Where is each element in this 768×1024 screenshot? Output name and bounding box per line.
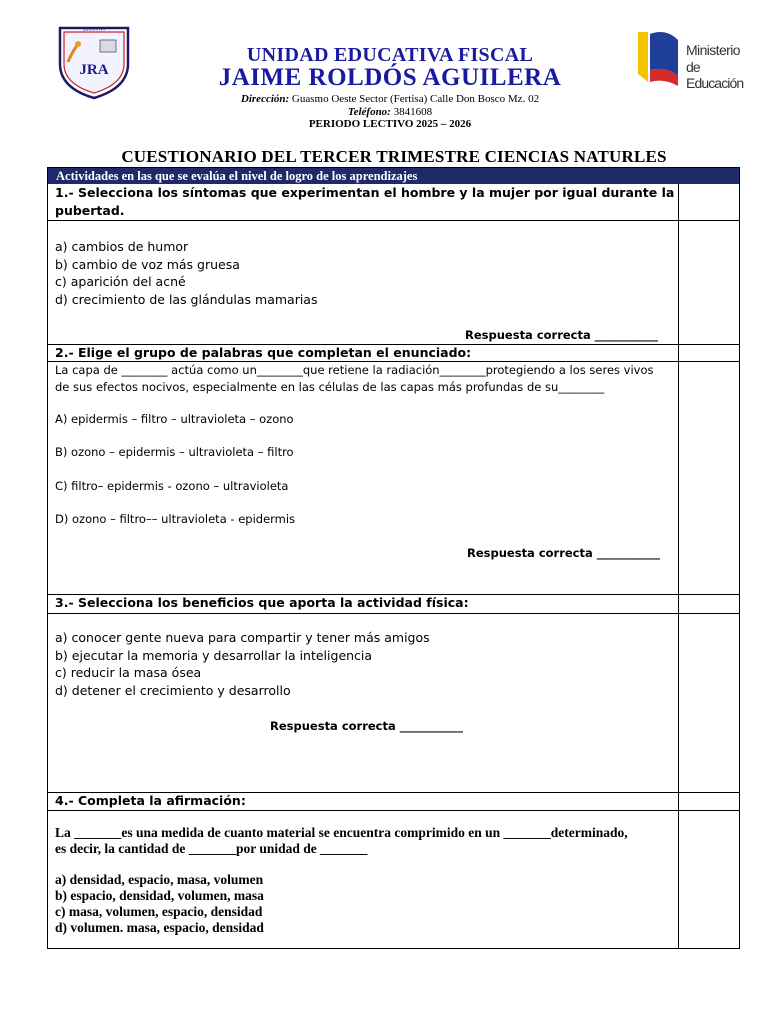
q2-option-d: D) ozono – filtro–– ultravioleta - epidermis <box>55 512 296 526</box>
q3-option-d: d) detener el crecimiento y desarrollo <box>55 682 291 698</box>
table-header-band: Actividades en las que se evalúa el nivel de logro de los aprendizajes <box>48 168 739 184</box>
q2-option-c: C) filtro– epidermis - ozono – ultravioleta <box>55 479 289 493</box>
q1-answer-line: Respuesta correcta ___________ <box>465 328 659 342</box>
school-name: JAIME ROLDÓS AGUILERA <box>218 64 562 91</box>
q3-option-b: b) ejecutar la memoria y desarrollar la inteligencia <box>55 647 373 663</box>
school-phone <box>170 106 610 118</box>
q4-option-d: d) volumen. masa, espacio, densidad <box>55 920 264 935</box>
ministry-label-1: Ministerio <box>686 42 740 58</box>
q1-options <box>55 238 670 308</box>
q2-statement <box>55 362 670 395</box>
school-period: PERIODO LECTIVO 2025 – 2026 <box>308 118 472 130</box>
address-label: Dirección: <box>240 93 290 105</box>
ministry-label-2: de Educación <box>686 59 744 91</box>
questionnaire-table <box>47 167 740 949</box>
q4-statement-line2: es decir, la cantidad de _______por unidad de _______ <box>55 841 368 856</box>
q2-answer-line: Respuesta correcta ___________ <box>467 546 661 560</box>
q4-option-c: c) masa, volumen, espacio, densidad <box>55 904 263 919</box>
q3-option-c: c) reducir la masa ósea <box>55 665 202 680</box>
logo-monogram: JRA <box>79 62 109 78</box>
q3-option-a: a) conocer gente nueva para compartir y tener más amigos <box>55 630 430 645</box>
answer-column-divider <box>678 184 679 948</box>
q2-statement-line1: La capa de ________ actúa como un________que retiene la radiación________protegiendo a los seres vivos <box>55 363 654 377</box>
q4-option-a: a) densidad, espacio, masa, volumen <box>55 872 264 887</box>
q1-question-line2: pubertad. <box>55 203 125 218</box>
q4-statement-line1: La _______es una medida de cuanto material se encuentra comprimido en un _______determinado, <box>55 825 628 840</box>
q4-question: 4.- Completa la afirmación: <box>55 793 246 808</box>
q2-option-a: A) epidermis – filtro – ultravioleta – ozono <box>55 412 294 426</box>
q3-options <box>55 629 670 699</box>
q2-statement-line2: de sus efectos nocivos, especialmente en las células de las capas más profundas de su________ <box>55 379 605 394</box>
q1-option-c: c) aparición del acné <box>55 274 186 289</box>
phone-label: Teléfono: <box>347 106 391 118</box>
q1-question <box>55 184 675 220</box>
phone-value: 3841608 <box>393 106 433 118</box>
ministry-emblem-icon <box>636 30 684 90</box>
q1-question-line1: 1.- Selecciona los síntomas que experimentan el hombre y la mujer por igual durante la <box>55 185 675 200</box>
q2-question: 2.- Elige el grupo de palabras que completan el enunciado: <box>55 345 472 360</box>
q3-answer-line: Respuesta correcta ___________ <box>270 719 464 733</box>
row-divider <box>48 220 739 221</box>
school-address <box>170 93 610 105</box>
q1-option-d: d) crecimiento de las glándulas mamarias <box>55 291 318 307</box>
address-value: Guasmo Oeste Sector (Fertisa) Calle Don Bosco Mz. 02 <box>291 93 540 105</box>
page-title: CUESTIONARIO DEL TERCER TRIMESTRE CIENCIAS NATURLES <box>121 147 667 166</box>
ministry-logo <box>636 30 756 94</box>
row-divider <box>48 810 739 811</box>
q4-options <box>55 872 670 936</box>
school-type: UNIDAD EDUCATIVA FISCAL <box>246 44 534 66</box>
q3-question: 3.- Selecciona los beneficios que aporta la actividad física: <box>55 595 469 610</box>
q4-statement <box>55 825 670 857</box>
q2-option-b: B) ozono – epidermis – ultravioleta – filtro <box>55 445 294 459</box>
q1-option-b: b) cambio de voz más gruesa <box>55 256 240 272</box>
logo-top-text: EDUCATIVA <box>82 26 106 32</box>
row-divider <box>48 613 739 614</box>
q1-option-a: a) cambios de humor <box>55 239 189 254</box>
school-logo <box>54 22 134 100</box>
q4-option-b: b) espacio, densidad, volumen, masa <box>55 888 264 903</box>
